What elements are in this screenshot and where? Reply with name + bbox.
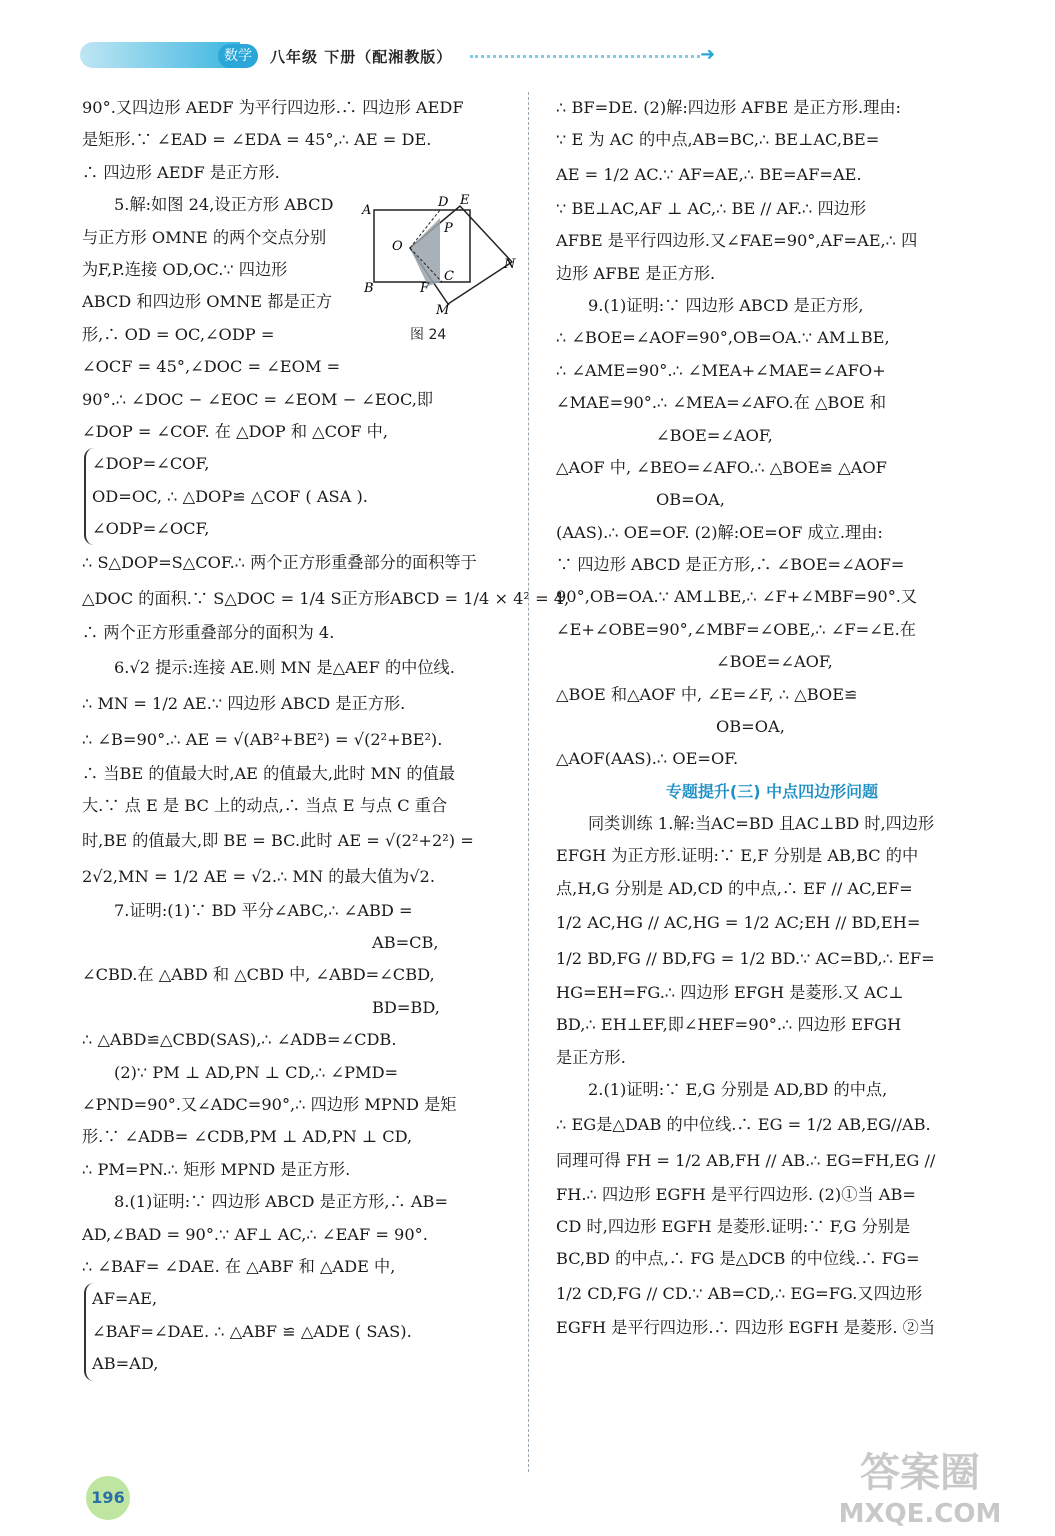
text-line: 7.证明:(1)∵ BD 平分∠ABC,∴ ∠ABD = <box>114 900 413 920</box>
equation-system <box>556 420 988 452</box>
text-line: ∠BAF=∠DAE. ∴ △ABF ≌ △ADE ( SAS). <box>92 1321 412 1341</box>
text-line: ∠BOE=∠AOF, <box>716 652 833 672</box>
book-title: 八年级 下册（配湘教版） <box>270 48 453 66</box>
text-line: AFBE 是平行四边形.又∠FAE=90°,AF=AE,∴ 四 <box>556 231 918 251</box>
text-line: ∠ODP=∠OCF, <box>92 519 210 539</box>
subject-badge: 数学 <box>218 44 258 68</box>
header-dotted-line <box>470 55 700 58</box>
text-line: BD,∴ EH⊥EF,即∠HEF=90°.∴ 四边形 EFGH <box>556 1015 902 1035</box>
text-line: FH.∴ 四边形 EGFH 是平行四边形. (2)①当 AB= <box>556 1184 916 1204</box>
text-line: AD,∠BAD = 90°.∵ AF⊥ AC,∴ ∠EAF = 90°. <box>82 1224 428 1244</box>
figure-label: B <box>364 281 374 296</box>
text-line: HG=EH=FG.∴ 四边形 EFGH 是菱形.又 AC⊥ <box>556 982 904 1002</box>
text-line: 6.√2 提示:连接 AE.则 MN 是△AEF 的中位线. <box>114 657 455 677</box>
figure-label: A <box>362 203 372 218</box>
section-title: 专题提升(三) 中点四边形问题 <box>665 781 879 801</box>
page-number: 196 <box>86 1476 130 1520</box>
text-line: 与正方形 OMNE 的两个交点分别 <box>82 227 327 247</box>
text-line: EFGH 为正方形.证明:∵ E,F 分别是 AB,BC 的中 <box>556 846 919 866</box>
text-line: ∠BOE=∠AOF, <box>656 425 773 445</box>
text-line: △BOE 和△AOF 中, ∠E=∠F, ∴ △BOE≌ <box>556 684 858 704</box>
text-line: 5.解:如图 24,设正方形 ABCD <box>114 195 334 215</box>
equation-system <box>556 484 988 516</box>
text-line: ∴ △ABD≌△CBD(SAS),∴ ∠ADB=∠CDB. <box>82 1030 397 1050</box>
text-line: ∵ BE⊥AC,AF ⊥ AC,∴ BE // AF.∴ 四边形 <box>556 198 867 218</box>
text-line: ∴ ∠AME=90°.∴ ∠MEA+∠MAE=∠AFO+ <box>556 360 886 380</box>
text-line: AE = 1/2 AC.∵ AF=AE,∴ BE=AF=AE. <box>556 164 862 184</box>
text-line: (AAS).∴ OE=OF. (2)解:OE=OF 成立.理由: <box>556 522 883 542</box>
figure-label: E <box>460 193 470 208</box>
watermark-url: MXQE.COM <box>838 1499 1002 1529</box>
text-line: 边形 AFBE 是正方形. <box>556 263 716 283</box>
text-line: 1/2 AC,HG // AC,HG = 1/2 AC;EH // BD,EH= <box>556 912 921 932</box>
site-watermark-logo <box>820 1440 1020 1530</box>
watermark-text: 答案圈 <box>860 1450 980 1496</box>
text-line: 点,H,G 分别是 AD,CD 的中点,∴ EF // AC,EF= <box>556 878 913 898</box>
text-line: ∴ MN = 1/2 AE.∵ 四边形 ABCD 是正方形. <box>82 693 406 713</box>
text-line: ABCD 和四边形 OMNE 都是正方 <box>82 292 333 312</box>
equation-system <box>556 711 988 743</box>
equation-system <box>84 448 368 545</box>
text-line: ∠OCF = 45°,∠DOC = ∠EOM = <box>82 357 341 377</box>
header-decoration-band <box>80 42 240 68</box>
text-line: 2√2,MN = 1/2 AE = √2.∴ MN 的最大值为√2. <box>82 866 435 886</box>
text-line: ∴ 当BE 的值最大时,AE 的值最大,此时 MN 的值最 <box>82 763 455 783</box>
equation-system <box>82 992 514 1024</box>
text-line: BC,BD 的中点,∴ FG 是△DCB 的中位线.∴ FG= <box>556 1249 920 1269</box>
text-line: 时,BE 的值最大,即 BE = BC.此时 AE = √(2²+2²) = <box>82 830 474 850</box>
text-line: ∴ BF=DE. (2)解:四边形 AFBE 是正方形.理由: <box>556 98 902 117</box>
text-line: 大.∵ 点 E 是 BC 上的动点,∴ 当点 E 与点 C 重合 <box>82 796 448 816</box>
text-line: 2.(1)证明:∵ E,G 分别是 AD,BD 的中点, <box>588 1080 888 1100</box>
figure-label: M <box>436 303 450 318</box>
text-line: OB=OA, <box>716 717 785 737</box>
text-line: ∠E+∠OBE=90°,∠MBF=∠OBE,∴ ∠F=∠E.在 <box>556 619 916 639</box>
text-line: 同理可得 FH = 1/2 AB,FH // AB.∴ EG=FH,EG // <box>556 1150 936 1170</box>
text-line: OD=OC, ∴ △DOP≌ △COF ( ASA ). <box>92 486 368 506</box>
text-line: ∴ ∠B=90°.∴ AE = √(AB²+BE²) = √(2²+BE²). <box>82 729 443 749</box>
figure-label: N <box>504 257 516 272</box>
figure-caption: 图 24 <box>410 327 447 343</box>
text-line: AF=AE, <box>92 1289 158 1309</box>
text-line: ∴ 两个正方形重叠部分的面积为 4. <box>82 623 335 643</box>
figure-label: C <box>444 269 454 284</box>
text-line: ∴ PM=PN.∴ 矩形 MPND 是正方形. <box>82 1159 351 1179</box>
text-line: 1/2 CD,FG // CD.∵ AB=CD,∴ EG=FG.又四边形 <box>556 1283 923 1303</box>
text-line: ∠MAE=90°.∴ ∠MEA=∠AFO.在 △BOE 和 <box>556 393 887 413</box>
text-line: 为F,P.连接 OD,OC.∵ 四边形 <box>82 259 288 279</box>
equation-system <box>84 1283 412 1380</box>
text-line: ∴ ∠BOE=∠AOF=90°,OB=OA.∵ AM⊥BE, <box>556 328 890 348</box>
right-column <box>556 92 988 1344</box>
text-line: AB=CB, <box>372 933 439 953</box>
text-line: 形,∴ OD = OC,∠ODP = <box>82 324 275 344</box>
text-line: AB=AD, <box>92 1354 159 1374</box>
text-line: 1/2 BD,FG // BD,FG = 1/2 BD.∵ AC=BD,∴ EF= <box>556 948 935 968</box>
text-line: (2)∵ PM ⊥ AD,PN ⊥ CD,∴ ∠PMD= <box>114 1062 399 1082</box>
text-line: 同类训练 1.解:当AC=BD 且AC⊥BD 时,四边形 <box>588 813 935 833</box>
text-line: 是正方形. <box>556 1047 626 1067</box>
text-line: ∠CBD.在 △ABD 和 △CBD 中, ∠ABD=∠CBD, <box>82 965 435 985</box>
text-line: ∵ 四边形 ABCD 是正方形,∴ ∠BOE=∠AOF= <box>556 555 905 575</box>
equation-system <box>82 927 514 959</box>
text-line: ∴ 四边形 AEDF 是正方形. <box>82 162 280 182</box>
text-line: ∠DOP = ∠COF. 在 △DOP 和 △COF 中, <box>82 421 388 441</box>
text-line: △AOF 中, ∠BEO=∠AFO.∴ △BOE≌ △AOF <box>556 457 887 477</box>
text-line: ∵ E 为 AC 的中点,AB=BC,∴ BE⊥AC,BE= <box>556 130 880 150</box>
text-line: 是矩形.∵ ∠EAD = ∠EDA = 45°,∴ AE = DE. <box>82 130 432 150</box>
column-divider <box>528 92 529 1472</box>
text-line: △AOF(AAS).∴ OE=OF. <box>556 749 739 769</box>
text-line: BD=BD, <box>372 997 440 1017</box>
text-line: CD 时,四边形 EGFH 是菱形.证明:∵ F,G 分别是 <box>556 1216 911 1236</box>
figure-label: F <box>420 281 430 296</box>
text-line: 形.∵ ∠ADB= ∠CDB,PM ⊥ AD,PN ⊥ CD, <box>82 1127 413 1147</box>
text-line: 90°.又四边形 AEDF 为平行四边形.∴ 四边形 AEDF <box>82 98 464 117</box>
text-line: 9.(1)证明:∵ 四边形 ABCD 是正方形, <box>588 295 864 315</box>
text-line: ∴ ∠BAF= ∠DAE. 在 △ABF 和 △ADE 中, <box>82 1256 396 1276</box>
text-line: ∠DOP=∠COF, <box>92 454 210 474</box>
text-line: 90°,OB=OA.∵ AM⊥BE,∴ ∠F+∠MBF=90°.又 <box>556 587 918 607</box>
text-line: ∠PND=90°.又∠ADC=90°,∴ 四边形 MPND 是矩 <box>82 1094 457 1114</box>
arrow-right-icon: ➜ <box>700 44 716 65</box>
text-line: △DOC 的面积.∵ S△DOC = 1/4 S正方形ABCD = 1/4 × 4² = 4, <box>82 589 570 609</box>
text-line: EGFH 是平行四边形.∴ 四边形 EGFH 是菱形. ②当 <box>556 1317 936 1337</box>
text-line: ∴ EG是△DAB 的中位线.∴ EG = 1/2 AB,EG//AB. <box>556 1114 931 1134</box>
page-header <box>0 0 1055 80</box>
text-line: 90°.∴ ∠DOC − ∠EOC = ∠EOM − ∠EOC,即 <box>82 389 434 409</box>
figure-label: D <box>438 195 449 210</box>
equation-system <box>556 646 988 678</box>
figure-label: O <box>392 239 403 254</box>
geometry-figure-24 <box>360 188 530 338</box>
text-line: OB=OA, <box>656 490 725 510</box>
text-line: 8.(1)证明:∵ 四边形 ABCD 是正方形,∴ AB= <box>114 1192 449 1212</box>
figure-label: P <box>444 221 453 236</box>
text-line: ∴ S△DOP=S△COF.∴ 两个正方形重叠部分的面积等于 <box>82 553 477 573</box>
